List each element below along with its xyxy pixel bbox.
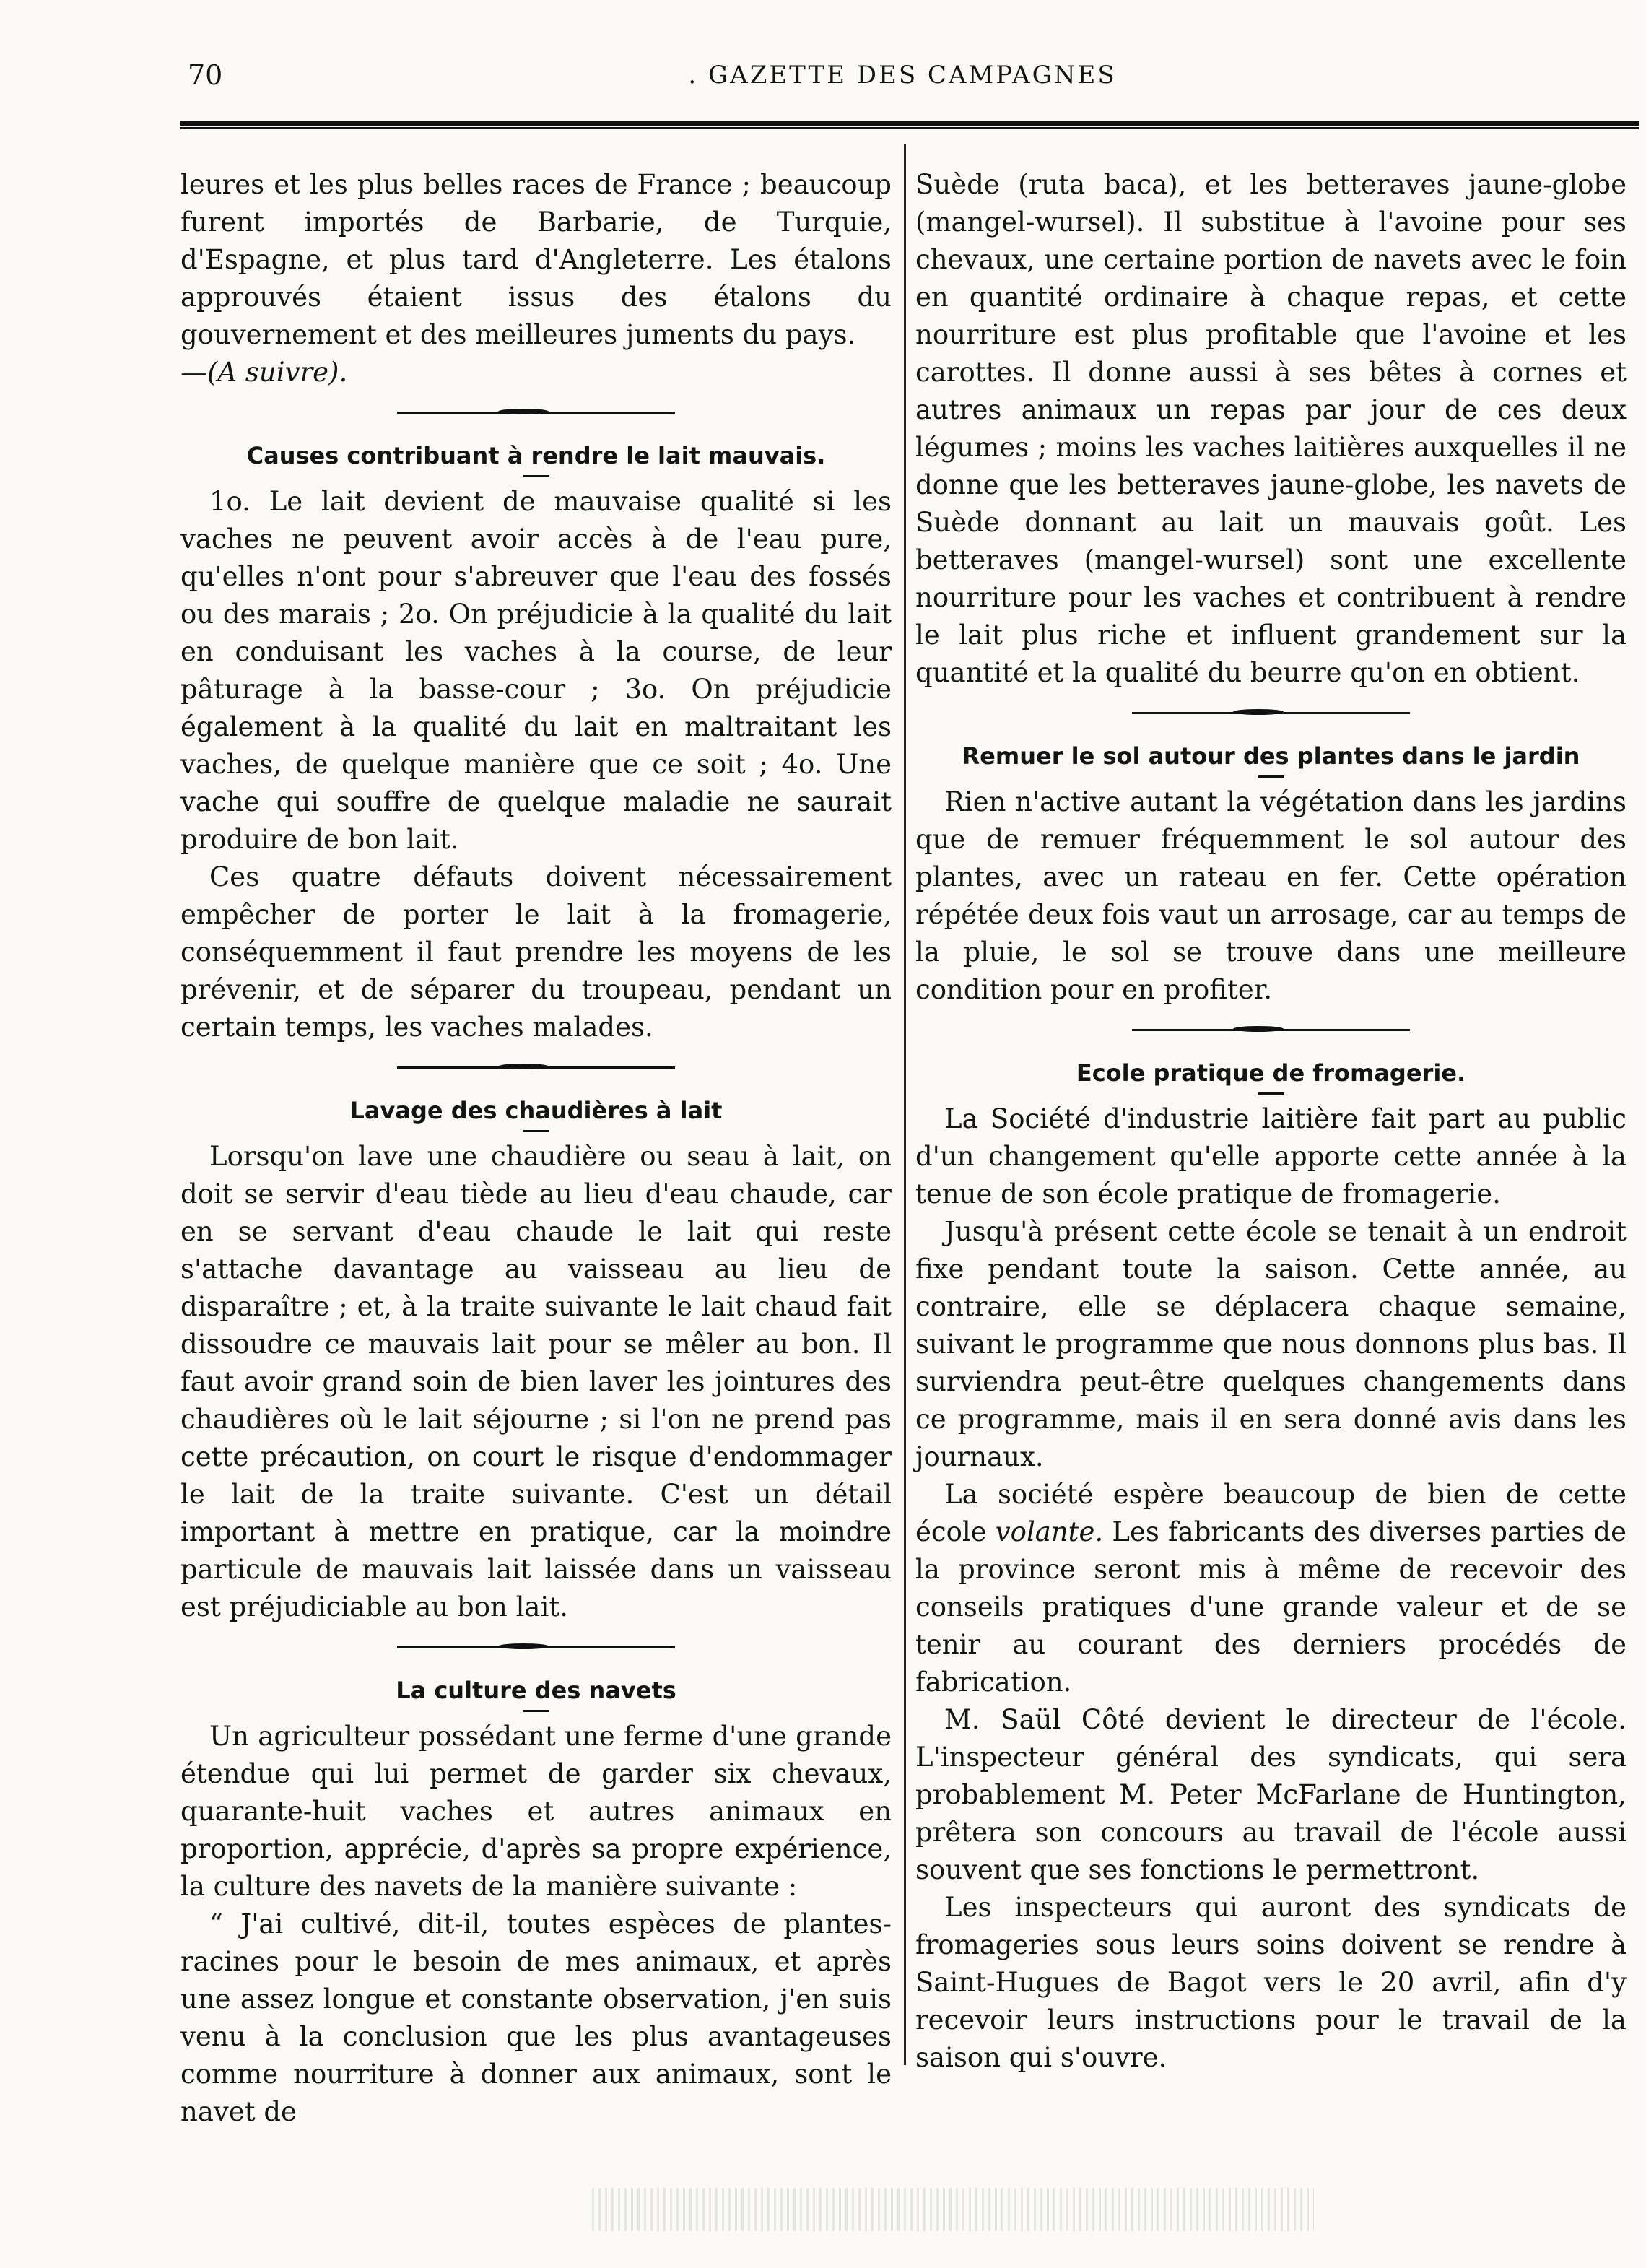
paragraph: M. Saül Côté devient le directeur de l'école. L'inspecteur général des syndicats, qui sera probablement M. Peter McFarlane de Huntington, prêtera son concours au travail de l'école aussi souvent que ses fonctions le permettront. (915, 1704, 1627, 1885)
section-separator (180, 1626, 892, 1669)
left-column (180, 166, 892, 2131)
continued-paragraph: Suède (ruta baca), et les betteraves jaune-globe (mangel-wursel). Il substitue à l'avoine pour ses chevaux, une certaine portion de navets avec le foin en quantité ordinaire à chaque repas, et cette nourriture est plus profitable que l'avoine et les carottes. Il donne aussi à ses bêtes à cornes et autres animaux un repas par jour de ces deux légumes ; moins les vaches laitières auxquelles il ne donne que les betteraves jaune-globe, les navets de Suède donnant au lait un mauvais goût. Les betteraves (mangel-wursel) sont une excellente nourriture pour les vaches et contribuent à rendre le lait plus riche et influent grandement sur la quantité et la qualité du beurre qu'on en obtient. (915, 169, 1627, 688)
page-number: 70 (188, 59, 223, 91)
paragraph: Rien n'active autant la végétation dans les jardins que de remuer fréquemment le sol autour des plantes, avec un rateau en fer. Cette opération répétée deux fois vaut un arrosage, car au temps de la pluie, le sol se trouve dans une meilleure condition pour en profiter. (915, 786, 1627, 1005)
paragraph: Jusqu'à présent cette école se tenait à un endroit fixe pendant toute la saison. Cette année, au contraire, elle se déplacera chaque semaine, suivant le programme que nous donnons plus bas. Il surviendra peut-être quelques changements dans ce programme, mais il en sera donné avis dans les journaux. (915, 1216, 1627, 1472)
title-dash (1258, 775, 1284, 778)
section-separator (915, 692, 1627, 735)
paragraph: Ces quatre défauts doivent nécessairement empêcher de porter le lait à la fromagerie, conséquemment il faut prendre les moyens de les prévenir, et de séparer du troupeau, pendant un certain temps, les vaches malades. (180, 861, 892, 1043)
section-title-causes: Causes contribuant à rendre le lait mauvais. (246, 442, 826, 469)
paragraph: Les inspecteurs qui auront des syndicats de fromageries sous leurs soins doivent se rendre à Saint-Hugues de Bagot vers le 20 avril, afin d'y recevoir leurs instructions pour le travail de la saison qui s'ouvre. (915, 1892, 1627, 2073)
section-separator (915, 1009, 1627, 1052)
text-run: La société espère beaucoup de bien de cette école (915, 1479, 1627, 1547)
paragraph: Lorsqu'on lave une chaudière ou seau à lait, on doit se servir d'eau tiède au lieu d'eau chaude, car en se servant d'eau chaude le lait qui reste s'attache davantage au vaisseau au lieu de disparaître ; et, à la traite suivante le lait chaud fait dissoudre ce mauvais lait pour se mêler au bon. Il faut avoir grand soin de bien laver les jointures des chaudières où le lait séjourne ; si l'on ne prend pas cette précaution, on court le risque d'endommager le lait de la traite suivante. C'est un détail important à mettre en pratique, car la moindre particule de mauvais lait laissée dans un vaisseau est préjudiciable au bon lait. (180, 1141, 892, 1622)
text-run: Les fabricants des diverses parties de la province seront mis à même de recevoir des conseils pratiques d'une grande valeur et de se tenir au courant des derniers procédés de fabrication. (915, 1516, 1627, 1698)
print-noise (592, 2188, 1314, 2231)
right-column (915, 166, 1627, 2077)
header-rule (180, 121, 1639, 129)
paragraph: La Société d'industrie laitière fait part au public d'un changement qu'elle apporte cette année à la tenue de son école pratique de fromagerie. (915, 1103, 1627, 1209)
section-title-remuer: Remuer le sol autour des plantes dans le jardin (962, 742, 1580, 770)
to-be-continued: —(A suivre). (180, 357, 348, 388)
column-divider (904, 144, 906, 2065)
title-dash (523, 1710, 549, 1712)
section-title-lavage: Lavage des chaudières à lait (349, 1097, 723, 1124)
intro-paragraph: leures et les plus belles races de France ; beaucoup furent importés de Barbarie, de Turquie, d'Espagne, et plus tard d'Angleterre. Les étalons approuvés étaient issus des étalons du gouvernement et des meilleures juments du pays. (180, 169, 892, 350)
italic-word: volante. (995, 1516, 1104, 1547)
title-dash (523, 1130, 549, 1132)
section-title-ecole: Ecole pratique de fromagerie. (1076, 1059, 1466, 1087)
section-separator (180, 391, 892, 435)
paragraph: Un agriculteur possédant une ferme d'une grande étendue qui lui permet de garder six chevaux, quarante-huit vaches et autres animaux en proportion, apprécie, d'après sa propre expérience, la culture des navets de la manière suivante : (180, 1721, 892, 1902)
title-dash (1258, 1092, 1284, 1095)
section-separator (180, 1046, 892, 1090)
page-header (166, 59, 1639, 103)
section-title-navets: La culture des navets (396, 1677, 676, 1704)
paragraph (915, 1476, 1627, 1701)
paragraph: 1o. Le lait devient de mauvaise qualité si les vaches ne peuvent avoir accès à de l'eau pure, qu'elles n'ont pour s'abreuver que l'eau des fossés ou des marais ; 2o. On préjudicie à la qualité du lait en conduisant les vaches à la course, de leur pâturage à la basse-cour ; 3o. On préjudicie également à la qualité du lait en maltraitant les vaches, de quelque manière que ce soit ; 4o. Une vache qui souffre de quelque maladie ne saurait produire de bon lait. (180, 486, 892, 855)
title-dash (523, 475, 549, 477)
running-title: . GAZETTE DES CAMPAGNES (688, 61, 1117, 90)
paragraph: “ J'ai cultivé, dit-il, toutes espèces de plantes-racines pour le besoin de mes animaux, et après une assez longue et constante observation, j'en suis venu à la conclusion que les plus avantageuses comme nourriture à donner aux animaux, sont le navet de (180, 1908, 892, 2127)
